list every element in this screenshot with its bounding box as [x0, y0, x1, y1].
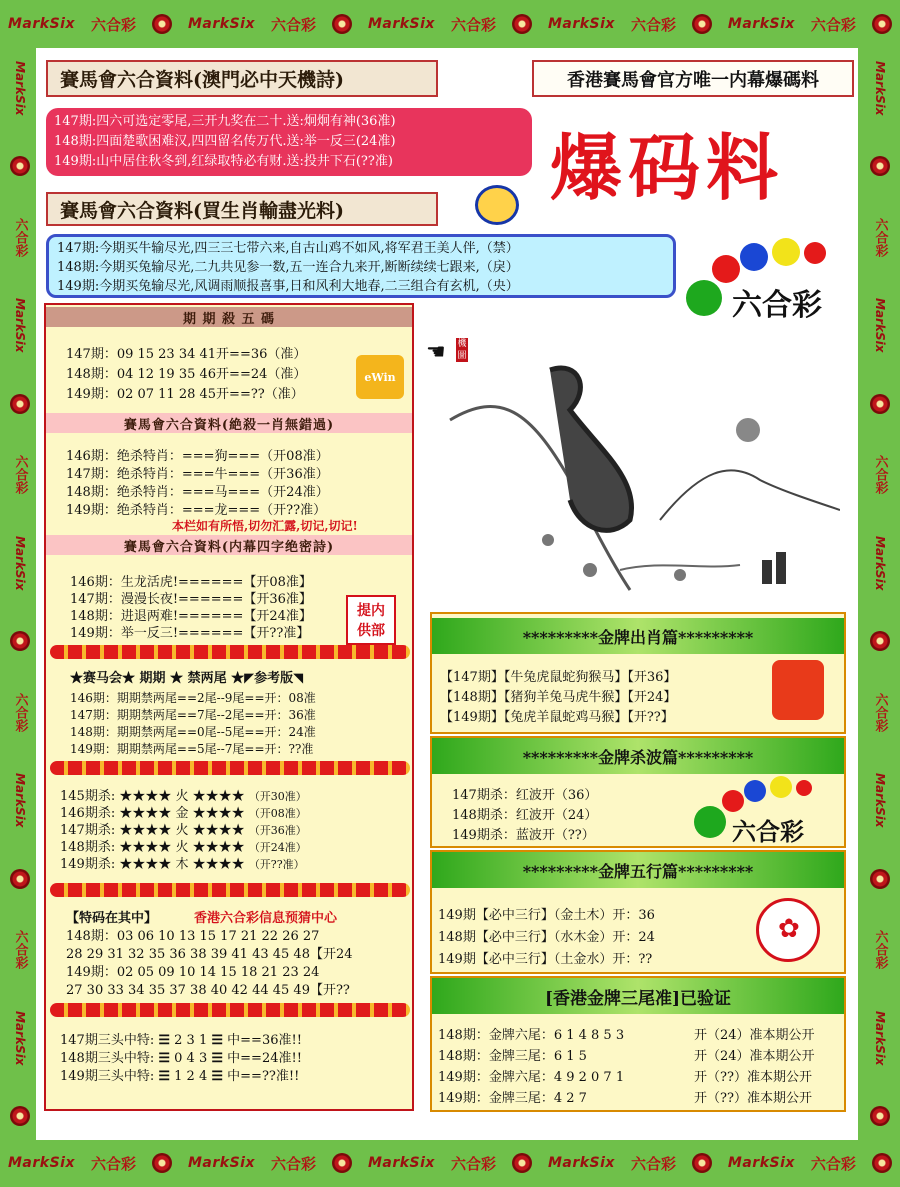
border-logo: 六合彩 — [630, 1154, 676, 1173]
border-logo: 六合彩 — [270, 1154, 316, 1173]
left-border — [2, 40, 38, 1147]
gold-tail-panel — [430, 976, 846, 1112]
gold-tail-row: 149期：金牌六尾：4 9 2 0 7 1 — [438, 1070, 625, 1085]
threehead-res: 中==24准!! — [227, 1051, 302, 1066]
flower-icon — [692, 1153, 712, 1173]
border-watermark: MarkSix — [13, 773, 27, 828]
border-watermark: MarkSix — [13, 1010, 27, 1065]
special-row: 148期：03 06 10 13 15 17 21 22 26 27 — [66, 929, 320, 944]
stars-res: （开30准） — [248, 790, 307, 803]
border-watermark: MarkSix — [727, 16, 795, 32]
gold-tail-header: [香港金牌三尾准]已验证 — [432, 978, 844, 1014]
border-watermark: MarkSix — [7, 1155, 75, 1171]
red-ball-icon — [796, 780, 812, 796]
red-ball-icon — [804, 242, 826, 264]
border-logo: 六合彩 — [450, 15, 496, 34]
fist-icon — [772, 660, 824, 720]
twotail-header: ★赛马会★ 期期 ★ 禁两尾 ★◤参考版◥ — [70, 671, 304, 686]
slogan: 香港賽馬會官方唯一内幕爆碼料 — [532, 60, 854, 97]
stars: ★★★★ — [119, 789, 172, 804]
flower-icon — [870, 631, 890, 651]
lhc-logo: 六合彩 — [732, 817, 804, 846]
killzodiac-header: 賽馬會六合資料(絶殺一肖無錯過) — [46, 413, 412, 433]
stars: ★★★★ — [119, 806, 172, 821]
green-ball-icon — [694, 806, 726, 838]
flower-icon — [870, 869, 890, 889]
border-watermark: MarkSix — [13, 298, 27, 353]
zodiac-line: 149期:今期买兔输尽光,风调雨顺报喜事,日和风利大地春,二三组合有玄机,（央） — [57, 279, 519, 294]
painting-stamp: 機圖 — [457, 339, 467, 361]
gold-five-row: 148期【必中三行】（水木金）开：24 — [438, 930, 655, 945]
kill5-row: 149期：02 07 11 28 45开==??（准） — [66, 387, 304, 402]
border-watermark: MarkSix — [13, 60, 27, 116]
border-logo: 六合彩 — [630, 15, 676, 34]
threehead-label: 147期三头中特: — [60, 1033, 155, 1048]
stars: ★★★★ — [119, 857, 172, 872]
border-logo: 六合彩 — [12, 930, 28, 970]
stars-mid: 火 — [175, 789, 189, 804]
stars: ★★★★ — [192, 840, 245, 855]
cloud-divider — [50, 645, 410, 659]
gold-zodiac-panel — [430, 612, 846, 734]
flower-icon — [870, 394, 890, 414]
gold-zodiac-row: 【149期】【兔虎羊鼠蛇鸡马猴】【开??】 — [440, 710, 674, 725]
gold-tail-result: 开（??）准本期公开 — [694, 1070, 812, 1085]
flower-icon — [872, 14, 892, 34]
special-brand: 香港六合彩信息预猜中心 — [194, 911, 338, 926]
poem-line: 147期:四六可选定零尾,三开九奖在二十.送:炯炯有神(36准) — [54, 114, 396, 129]
border-logo: 六合彩 — [872, 930, 888, 970]
cloud-divider — [50, 761, 410, 775]
border-watermark: MarkSix — [873, 1010, 887, 1065]
stars: ★★★★ — [119, 823, 172, 838]
border-watermark: MarkSix — [547, 1155, 615, 1171]
killzodiac-row: 149期：绝杀特肖：===龙===（开??准） — [66, 503, 327, 518]
big-title: 爆码料 — [550, 126, 785, 210]
ewin-logo: eWin — [356, 355, 404, 399]
top-border — [0, 4, 900, 44]
threehead-nums: 0 4 3 — [174, 1051, 208, 1066]
poem-line: 149期:山中居住秋冬到,红绿取特必有财.送:投井下石(??准) — [54, 154, 393, 169]
stars-mid: 火 — [175, 823, 189, 838]
stars-mid: 金 — [175, 806, 189, 821]
fourword-row: 147期：漫漫长夜!======【开36准】 — [70, 592, 312, 607]
gold-tail-row: 149期：金牌三尾：4 2 7 — [438, 1091, 587, 1106]
poem-line: 148期:四面楚歌困难汉,四四留名传万代.送:举一反三(24准) — [54, 134, 396, 149]
moon-icon — [736, 418, 760, 442]
threehead-label: 149期三头中特: — [60, 1069, 155, 1084]
stars-row — [60, 853, 305, 872]
stars-label: 145期杀: — [60, 789, 116, 804]
flower-icon — [870, 156, 890, 176]
flower-icon — [512, 1153, 532, 1173]
border-watermark: MarkSix — [727, 1155, 795, 1171]
title-poem: 賽馬會六合資料(澳門必中天機詩) — [46, 60, 438, 97]
killzodiac-row: 148期：绝杀特肖：===马===（开24准） — [66, 485, 329, 500]
cloud-divider — [50, 1003, 410, 1017]
fourword-header: 賽馬會六合資料(内幕四字绝密詩) — [46, 535, 412, 555]
border-logo: 六合彩 — [270, 15, 316, 34]
border-logo: 六合彩 — [12, 692, 28, 732]
gold-wave-row: 149期杀：蓝波开（??） — [452, 828, 595, 843]
kill5-header: 期 期 殺 五 碼 — [46, 307, 412, 327]
fourword-row: 148期：进退两难!======【开24准】 — [70, 609, 312, 624]
gold-wave-header: *********金牌杀波篇********* — [432, 738, 844, 774]
zodiac-line: 148期:今期买兔输尽光,二九共见参一数,五一连合九来开,断断续续七跟来,（戾） — [57, 260, 519, 275]
flower-icon — [870, 1106, 890, 1126]
border-watermark: MarkSix — [873, 773, 887, 828]
threehead-nums: 2 3 1 — [174, 1033, 208, 1048]
twotail-row: 149期：期期禁两尾==5尾--7尾==开：??准 — [70, 742, 314, 756]
border-logo: 六合彩 — [810, 15, 856, 34]
flower-icon — [512, 14, 532, 34]
killzodiac-row: 147期：绝杀特肖：===牛===（开36准） — [66, 467, 329, 482]
border-logo: 六合彩 — [872, 217, 888, 257]
border-watermark: MarkSix — [873, 535, 887, 591]
border-logo: 六合彩 — [872, 692, 888, 732]
gold-five-row: 149期【必中三行】（土金水）开：?? — [438, 952, 653, 967]
gold-tail-row: 148期：金牌三尾：6 1 5 — [438, 1049, 587, 1064]
threehead-res: 中==??准!! — [227, 1069, 300, 1084]
killzodiac-row: 146期：绝杀特肖：===狗===（开08准） — [66, 449, 329, 464]
gold-tail-result: 开（??）准本期公开 — [694, 1091, 812, 1106]
flower-icon — [692, 14, 712, 34]
zodiac-line: 147期:今期买牛输尽光,四三三七带六来,自古山鸡不如风,将军君王美人伴,（禁） — [57, 241, 519, 256]
inside-badge — [346, 595, 396, 645]
red-ball-icon — [722, 790, 744, 812]
stars-mid: 木 — [175, 857, 189, 872]
border-watermark: MarkSix — [873, 60, 887, 116]
stars: ★★★★ — [192, 857, 245, 872]
border-logo: 六合彩 — [12, 455, 28, 495]
gold-zodiac-row: 【148期】【猪狗羊兔马虎牛猴】【开24】 — [440, 690, 677, 705]
border-watermark: MarkSix — [873, 298, 887, 353]
stars-label: 149期杀: — [60, 857, 116, 872]
threehead-label: 148期三头中特: — [60, 1051, 155, 1066]
gold-wave-row: 148期杀：红波开（24） — [452, 808, 598, 823]
flower-icon — [152, 1153, 172, 1173]
border-watermark: MarkSix — [187, 16, 255, 32]
gold-tail-result: 开（24）准本期公开 — [694, 1028, 815, 1043]
gold-zodiac-row: 【147期】【牛兔虎鼠蛇狗猴马】【开36】 — [440, 670, 677, 685]
stars-label: 146期杀: — [60, 806, 116, 821]
special-row: 28 29 31 32 35 36 38 39 41 43 45 48【开24 — [66, 947, 353, 962]
border-logo: 六合彩 — [90, 1154, 136, 1173]
cloud-divider — [50, 883, 410, 897]
flower-icon — [10, 869, 30, 889]
flower-icon — [332, 1153, 352, 1173]
yellow-ball-icon — [770, 776, 792, 798]
stars-mid: 火 — [175, 840, 189, 855]
border-logo: 六合彩 — [872, 455, 888, 495]
seal-icon — [475, 185, 519, 225]
stars: ★★★★ — [192, 823, 245, 838]
stars-res: （开36准） — [248, 824, 307, 837]
green-ball-icon — [686, 280, 722, 316]
twotail-row: 147期：期期禁两尾==7尾--2尾==开：36准 — [70, 708, 316, 722]
stars: ★★★★ — [119, 840, 172, 855]
flower-icon — [332, 14, 352, 34]
border-logo: 六合彩 — [90, 15, 136, 34]
stars-label: 148期杀: — [60, 840, 116, 855]
gold-five-panel — [430, 850, 846, 974]
border-watermark: MarkSix — [13, 535, 27, 591]
yellow-ball-icon — [772, 238, 800, 266]
zodiac-box — [46, 234, 676, 298]
twotail-row: 148期：期期禁两尾==0尾--5尾==开：24准 — [70, 725, 316, 739]
special-row: 27 30 33 34 35 37 38 40 42 44 45 49【开?? — [66, 983, 350, 998]
gold-tail-result: 开（24）准本期公开 — [694, 1049, 815, 1064]
lhc-logo: 六合彩 — [732, 288, 822, 323]
border-watermark: MarkSix — [547, 16, 615, 32]
gold-tail-row: 148期：金牌六尾：6 1 4 8 5 3 — [438, 1028, 625, 1043]
gold-wave-row: 147期杀：红波开（36） — [452, 788, 598, 803]
flower-icon — [10, 1106, 30, 1126]
gold-five-header: *********金牌五行篇********* — [432, 852, 844, 888]
stars-res: （开24准） — [248, 841, 307, 854]
stars-res: （开??准） — [248, 858, 305, 871]
border-logo: 六合彩 — [12, 217, 28, 257]
stars-res: （开08准） — [248, 807, 307, 820]
stars-label: 147期杀: — [60, 823, 116, 838]
right-border — [862, 40, 898, 1147]
border-logo: 六合彩 — [450, 1154, 496, 1173]
killzodiac-note: 本栏如有所悟,切勿汇露,切记,切记! — [172, 519, 358, 533]
ink-icon: ☚ — [426, 340, 446, 365]
bauhinia-icon: ✿ — [778, 914, 800, 944]
gold-five-row: 149期【必中三行】（金土木）开：36 — [438, 908, 655, 923]
threehead-row: 149期三头中特: ☰ 1 2 4 ☰ 中==??准!! — [60, 1069, 300, 1084]
threehead-nums: 1 2 4 — [174, 1069, 208, 1084]
gold-zodiac-header: *********金牌出肖篇********* — [432, 618, 844, 654]
special-label: 【特码在其中】 — [66, 911, 158, 926]
blue-ball-icon — [740, 243, 768, 271]
twotail-row: 146期：期期禁两尾==2尾--9尾==开：08准 — [70, 691, 316, 705]
border-logo: 六合彩 — [810, 1154, 856, 1173]
riddle-painting — [426, 330, 840, 605]
threehead-res: 中==36准!! — [227, 1033, 302, 1048]
blue-ball-icon — [744, 780, 766, 802]
stars: ★★★★ — [192, 806, 245, 821]
badge-line: 提内 — [357, 603, 385, 619]
flower-icon — [10, 631, 30, 651]
painting-image — [440, 330, 840, 605]
poem-box — [46, 108, 532, 176]
squirrel-icon — [550, 368, 632, 530]
flower-icon — [10, 394, 30, 414]
badge-line: 供部 — [357, 623, 385, 639]
border-watermark: MarkSix — [7, 16, 75, 32]
bottom-border — [0, 1143, 900, 1183]
left-panel — [44, 303, 414, 1111]
threehead-row: 148期三头中特: ☰ 0 4 3 ☰ 中==24准!! — [60, 1051, 302, 1066]
fourword-row: 146期：生龙活虎!======【开08准】 — [70, 575, 312, 590]
gold-wave-panel — [430, 736, 846, 848]
fourword-row: 149期：举一反三!======【开??准】 — [70, 626, 310, 641]
flower-icon — [152, 14, 172, 34]
special-row: 149期：02 05 09 10 14 15 18 21 23 24 — [66, 965, 320, 980]
flower-icon — [872, 1153, 892, 1173]
border-watermark: MarkSix — [367, 16, 435, 32]
red-ball-icon — [712, 255, 740, 283]
threehead-row: 147期三头中特: ☰ 2 3 1 ☰ 中==36准!! — [60, 1033, 302, 1048]
border-watermark: MarkSix — [187, 1155, 255, 1171]
kill5-row: 148期：04 12 19 35 46开==24（准） — [66, 367, 307, 382]
flower-icon — [10, 156, 30, 176]
title-zodiac: 賽馬會六合資料(買生肖輸盡光料) — [46, 192, 438, 226]
border-watermark: MarkSix — [367, 1155, 435, 1171]
stars: ★★★★ — [192, 789, 245, 804]
kill5-row: 147期：09 15 23 34 41开==36（准） — [66, 347, 307, 362]
